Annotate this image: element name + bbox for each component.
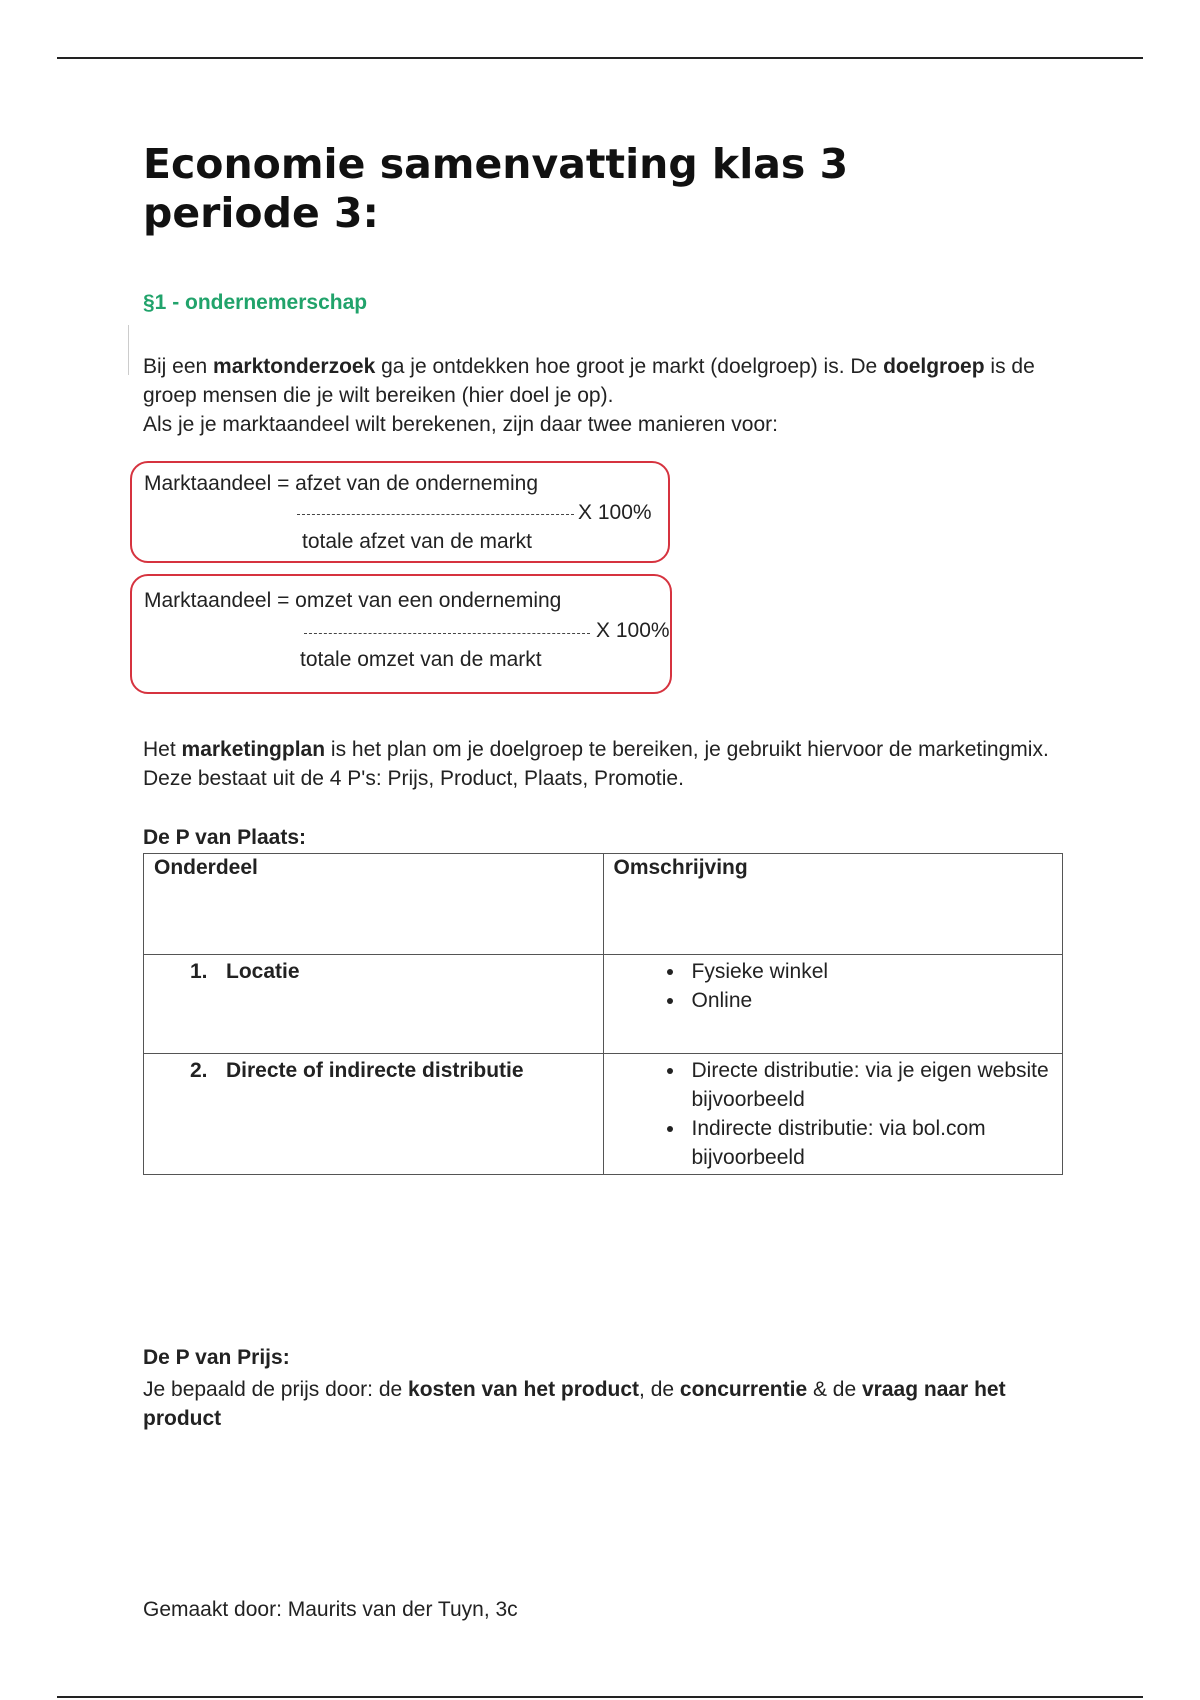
formula-box-afzet (130, 461, 670, 563)
formula-box-omzet (130, 574, 672, 694)
table-row (144, 1054, 1063, 1175)
marketing-paragraph (143, 735, 1063, 793)
table-cell-omschrijving (603, 955, 1063, 1054)
table-row (144, 955, 1063, 1054)
term-vraag: vraag naar het product (143, 1378, 1006, 1430)
marketing-text-2: is het plan om je doelgroep te bereiken, je gebruikt hiervoor de marketingmix. Deze bestaat uit de 4 P's: Prijs, Product, Plaats, Promotie. (143, 738, 1049, 790)
list-item: • Indirecte distributie: via bol.com bijvoorbeeld (686, 1114, 1053, 1172)
intro-text-3: is de groep mensen die je wilt bereiken (hier doel je op). (143, 355, 1035, 407)
fraction-line (304, 633, 590, 634)
section-heading: §1 - ondernemerschap (143, 291, 368, 314)
intro-text-4: Als je je marktaandeel wilt berekenen, zijn daar twee manieren voor: (143, 413, 778, 436)
numbered-item (154, 957, 593, 986)
prijs-text-1: Je bepaald de prijs door: de (143, 1378, 409, 1401)
term-kosten: kosten van het product (408, 1378, 640, 1401)
marketing-text-1: Het (143, 738, 182, 761)
formula-denominator: totale omzet van de markt (300, 648, 542, 671)
table-cell-omschrijving (603, 1054, 1063, 1175)
list-item: • Fysieke winkel (686, 957, 1053, 986)
prijs-text-3: & de (807, 1378, 862, 1401)
item-label: Locatie (226, 960, 300, 983)
formula-numerator: Marktaandeel = afzet van de onderneming (144, 472, 539, 495)
item-number: 1. (190, 960, 208, 983)
prijs-paragraph (143, 1375, 1053, 1433)
header-rule (57, 57, 1143, 59)
term-concurrentie: concurrentie (679, 1378, 808, 1401)
footer-rule (57, 1696, 1143, 1698)
plaats-table (143, 853, 1063, 1175)
intro-paragraph (143, 352, 1063, 439)
term-marktonderzoek: marktonderzoek (213, 355, 376, 378)
prijs-heading: De P van Prijs: (143, 1346, 290, 1369)
margin-marker (128, 325, 129, 375)
column-header-omschrijving: Omschrijving (603, 854, 1063, 955)
formula-multiplier: X 100% (596, 619, 670, 642)
column-header-onderdeel: Onderdeel (144, 854, 604, 955)
fraction-line (297, 514, 574, 515)
author-footer: Gemaakt door: Maurits van der Tuyn, 3c (143, 1598, 518, 1621)
numbered-item (154, 1056, 593, 1085)
formula-multiplier: X 100% (578, 501, 652, 524)
term-doelgroep: doelgroep (883, 355, 985, 378)
bullet-list (614, 957, 1053, 1015)
item-number: 2. (190, 1059, 208, 1082)
formula-denominator: totale afzet van de markt (302, 530, 532, 553)
document-title: Economie samenvatting klas 3 periode 3: (143, 140, 849, 237)
intro-text-2: ga je ontdekken hoe groot je markt (doelgroep) is. De (375, 355, 884, 378)
term-marketingplan: marketingplan (181, 738, 326, 761)
table-header-row (144, 854, 1063, 955)
bullet-list (614, 1056, 1053, 1172)
table-cell-onderdeel (144, 955, 604, 1054)
prijs-text-2: , de (639, 1378, 680, 1401)
list-item: • Online (686, 986, 1053, 1015)
table-cell-onderdeel (144, 1054, 604, 1175)
plaats-heading: De P van Plaats: (143, 826, 307, 849)
formula-numerator: Marktaandeel = omzet van een onderneming (144, 589, 562, 612)
item-label: Directe of indirecte distributie (226, 1059, 524, 1082)
list-item: • Directe distributie: via je eigen website bijvoorbeeld (686, 1056, 1053, 1114)
intro-text-1: Bij een (143, 355, 214, 378)
